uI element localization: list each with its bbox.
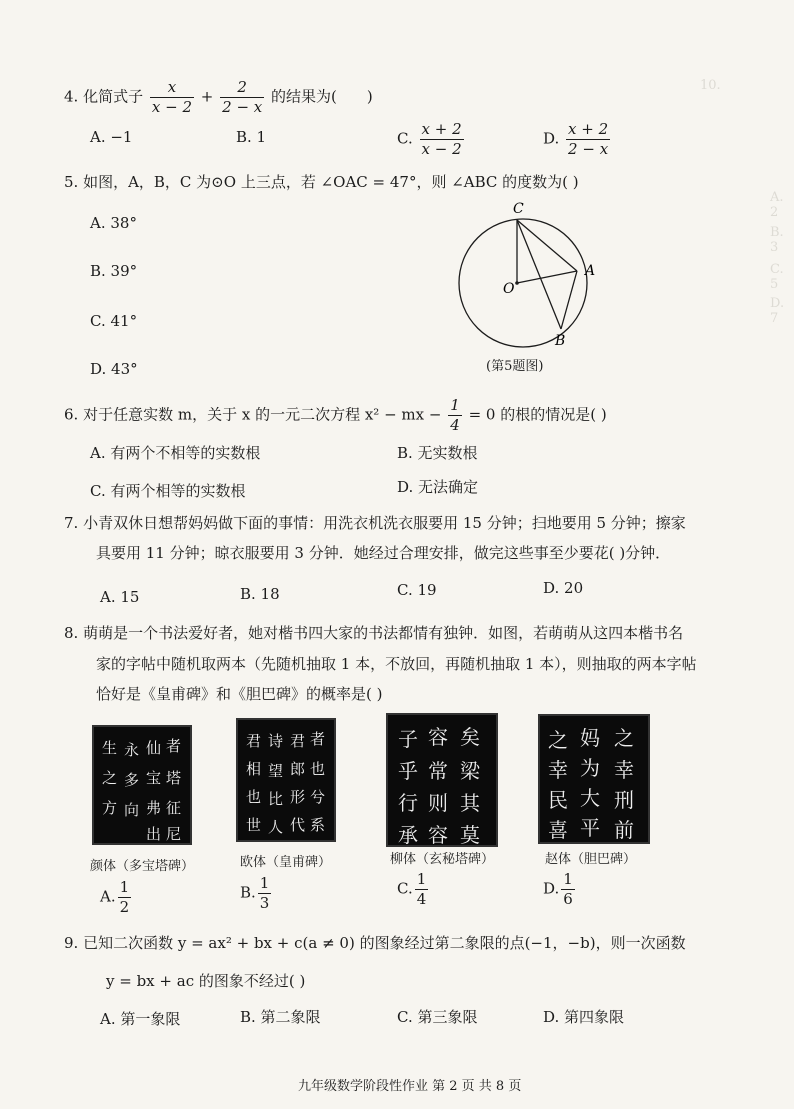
q6-option-a: A. 有两个不相等的实数根 [90, 444, 261, 462]
caption-liu: 柳体（玄秘塔碑） [390, 852, 495, 867]
fig-label-a: A [585, 263, 596, 279]
q5-option-a: A. 38° [90, 214, 137, 232]
fig-label-o: O [503, 281, 515, 297]
q9-option-a: A. 第一象限 [100, 1010, 181, 1028]
q6-fraction: $\frac{1}{4}$ [450, 396, 460, 434]
q7-option-a: A. 15 [100, 588, 140, 606]
q7-option-d: D. 20 [543, 579, 584, 597]
q8-option-b: B. $\frac{1}{3}$ [240, 874, 270, 912]
caption-yan: 颜体（多宝塔碑） [90, 859, 195, 874]
q7-option-b: B. 18 [240, 585, 280, 603]
q5-option-b: B. 39° [90, 262, 138, 280]
bleed-through-text: C. 5 [770, 262, 784, 292]
question-7-line-1: 7. 小青双休日想帮妈妈做下面的事情：用洗衣机洗衣服要用 15 分钟；扫地要用 5 分钟；擦家 [64, 514, 686, 532]
q9-option-c: C. 第三象限 [397, 1008, 478, 1026]
q4-option-a: A. −1 [90, 128, 133, 146]
q5-figure-caption: (第5题图) [486, 359, 544, 374]
question-4: 4. 化简式子 $\frac{x}{x - 2}$ + $\frac{2}{2 - x}$ 的结果为( ) [64, 78, 373, 116]
q4-fraction-2: $\frac{2}{2 - x}$ [222, 78, 263, 116]
question-8-line-3: 恰好是《皇甫碑》和《胆巴碑》的概率是( ) [96, 685, 383, 703]
bleed-through-text: B. 3 [770, 225, 784, 255]
fig-label-c: C [513, 201, 524, 217]
q4-number: 4. [64, 87, 79, 106]
q4-option-b: B. 1 [236, 128, 267, 146]
q6-option-c: C. 有两个相等的实数根 [90, 482, 246, 500]
q4-option-c: C. $\frac{x + 2}{x - 2}$ [397, 120, 462, 158]
question-6: 6. 对于任意实数 m，关于 x 的一元二次方程 x² − mx − $\frac{1}{4}$ = 0 的根的情况是( ) [64, 396, 607, 434]
question-8-line-2: 家的字帖中随机取两本（先随机抽取 1 本，不放回，再随机抽取 1 本），则抽取的两本字帖 [96, 655, 697, 673]
question-7-line-2: 具要用 11 分钟；晾衣服要用 3 分钟．她经过合理安排，做完这些事至少要花( )分钟． [96, 544, 671, 562]
q5-option-c: C. 41° [90, 312, 138, 330]
q8-option-a: A. $\frac{1}{2}$ [100, 878, 130, 916]
q6-option-d: D. 无法确定 [397, 478, 479, 496]
question-5-stem: 5. 如图，A，B，C 为⊙O 上三点，若 ∠OAC = 47°，则 ∠ABC 的度数为( ) [64, 173, 579, 191]
question-9-line-1: 9. 已知二次函数 y = ax² + bx + c(a ≠ 0) 的图象经过第二象限的点(−1，−b)，则一次函数 [64, 934, 686, 952]
q9-option-b: B. 第二象限 [240, 1008, 321, 1026]
question-9-line-2: y = bx + ac 的图象不经过( ) [106, 972, 306, 990]
q8-option-c: C. $\frac{1}{4}$ [397, 870, 427, 908]
calligraphy-plate-liu: 子 容 矣 乎 常 梁 行 则 其 承 容 莫 [386, 713, 498, 847]
circle-figure [445, 195, 605, 375]
bleed-through-text: D. 7 [770, 296, 785, 326]
calligraphy-plate-zhao: 之 妈 之 幸 为 幸 民 大 刑 喜 平 前 [538, 714, 650, 844]
page-footer: 九年级数学阶段性作业 第 2 页 共 8 页 [298, 1079, 522, 1094]
q5-option-d: D. 43° [90, 360, 138, 378]
bleed-through-text: 10. [700, 78, 721, 93]
fig-label-b: B [555, 333, 566, 349]
q8-option-d: D. $\frac{1}{6}$ [543, 870, 573, 908]
q9-option-d: D. 第四象限 [543, 1008, 625, 1026]
q4-stem: 化简式子 [83, 87, 144, 106]
bleed-through-text: A. 2 [770, 190, 784, 220]
question-8-line-1: 8. 萌萌是一个书法爱好者，她对楷书四大家的书法都情有独钟．如图，若萌萌从这四本楷书名 [64, 624, 684, 642]
q4-option-d: D. $\frac{x + 2}{2 - x}$ [543, 120, 609, 158]
calligraphy-plate-yan: 生 永 仙 者 之 多 宝 塔 方 向 弗 征 出 尼 [92, 725, 192, 845]
q6-option-b: B. 无实数根 [397, 444, 478, 462]
caption-ou: 欧体（皇甫碑） [240, 855, 332, 870]
calligraphy-plate-ou: 君 诗 君 者 相 望 郎 也 也 比 形 兮 世 人 代 系 [236, 718, 336, 842]
caption-zhao: 赵体（胆巴碑） [545, 852, 637, 867]
q4-fraction-1: $\frac{x}{x - 2}$ [151, 78, 192, 116]
q7-option-c: C. 19 [397, 581, 437, 599]
